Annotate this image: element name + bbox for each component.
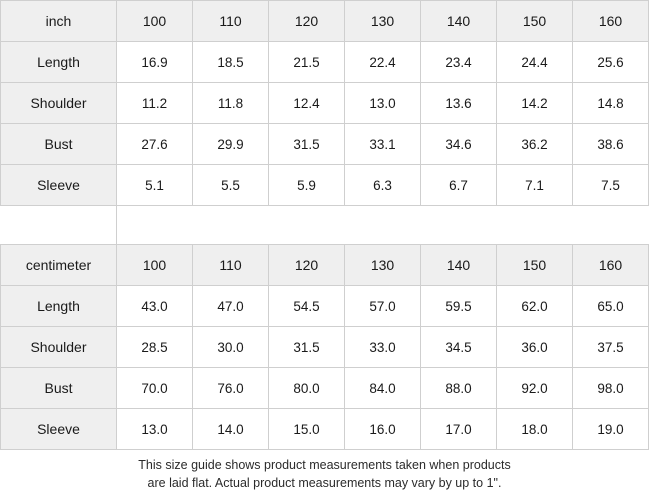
column-header: 130 [345, 1, 421, 42]
measurement-cell: 16.0 [345, 409, 421, 450]
measurement-cell: 13.0 [117, 409, 193, 450]
header-row-centimeter [1, 245, 649, 286]
table-row [1, 165, 649, 206]
column-header: 120 [269, 245, 345, 286]
row-label: Sleeve [1, 409, 117, 450]
measurement-cell: 16.9 [117, 42, 193, 83]
measurement-cell: 31.5 [269, 327, 345, 368]
table-row [1, 409, 649, 450]
measurement-cell: 23.4 [421, 42, 497, 83]
measurement-cell: 38.6 [573, 124, 649, 165]
measurement-cell: 84.0 [345, 368, 421, 409]
measurement-cell: 33.0 [345, 327, 421, 368]
measurement-cell: 92.0 [497, 368, 573, 409]
table-row [1, 368, 649, 409]
table-row [1, 83, 649, 124]
measurement-cell: 57.0 [345, 286, 421, 327]
measurement-cell: 28.5 [117, 327, 193, 368]
measurement-cell: 31.5 [269, 124, 345, 165]
column-header: 130 [345, 245, 421, 286]
column-header: 120 [269, 1, 345, 42]
row-label: Length [1, 286, 117, 327]
row-label: Shoulder [1, 327, 117, 368]
measurement-cell: 11.2 [117, 83, 193, 124]
measurement-cell: 15.0 [269, 409, 345, 450]
column-header: 110 [193, 1, 269, 42]
column-header: 150 [497, 245, 573, 286]
measurement-cell: 88.0 [421, 368, 497, 409]
measurement-cell: 7.1 [497, 165, 573, 206]
measurement-cell: 19.0 [573, 409, 649, 450]
unit-label-inch: inch [1, 1, 117, 42]
column-header: 160 [573, 1, 649, 42]
measurement-cell: 34.6 [421, 124, 497, 165]
measurement-cell: 47.0 [193, 286, 269, 327]
measurement-cell: 54.5 [269, 286, 345, 327]
measurement-cell: 76.0 [193, 368, 269, 409]
measurement-cell: 27.6 [117, 124, 193, 165]
measurement-cell: 17.0 [421, 409, 497, 450]
note-line-2: are laid flat. Actual product measurements may vary by up to 1". [147, 476, 502, 490]
measurement-cell: 98.0 [573, 368, 649, 409]
measurement-cell: 14.0 [193, 409, 269, 450]
column-header: 160 [573, 245, 649, 286]
measurement-cell: 14.2 [497, 83, 573, 124]
measurement-cell: 43.0 [117, 286, 193, 327]
table-row [1, 124, 649, 165]
column-header: 140 [421, 1, 497, 42]
column-header: 140 [421, 245, 497, 286]
measurement-cell: 5.5 [193, 165, 269, 206]
measurement-cell: 25.6 [573, 42, 649, 83]
measurement-cell: 5.1 [117, 165, 193, 206]
spacer-cell [117, 206, 649, 245]
measurement-cell: 18.5 [193, 42, 269, 83]
measurement-cell: 80.0 [269, 368, 345, 409]
measurement-cell: 29.9 [193, 124, 269, 165]
measurement-cell: 13.0 [345, 83, 421, 124]
table-spacer-row [1, 206, 649, 245]
column-header: 100 [117, 245, 193, 286]
measurement-cell: 11.8 [193, 83, 269, 124]
row-label: Sleeve [1, 165, 117, 206]
measurement-cell: 7.5 [573, 165, 649, 206]
size-guide-note [0, 450, 649, 498]
table-row [1, 327, 649, 368]
column-header: 150 [497, 1, 573, 42]
measurement-cell: 13.6 [421, 83, 497, 124]
measurement-cell: 12.4 [269, 83, 345, 124]
measurement-cell: 18.0 [497, 409, 573, 450]
measurement-cell: 24.4 [497, 42, 573, 83]
row-label: Bust [1, 124, 117, 165]
column-header: 100 [117, 1, 193, 42]
measurement-cell: 30.0 [193, 327, 269, 368]
measurement-cell: 62.0 [497, 286, 573, 327]
row-label: Length [1, 42, 117, 83]
measurement-cell: 5.9 [269, 165, 345, 206]
measurement-cell: 36.2 [497, 124, 573, 165]
measurement-cell: 14.8 [573, 83, 649, 124]
table-row [1, 286, 649, 327]
note-line-1: This size guide shows product measurements taken when products [138, 457, 511, 472]
measurement-cell: 22.4 [345, 42, 421, 83]
measurement-cell: 70.0 [117, 368, 193, 409]
measurement-cell: 65.0 [573, 286, 649, 327]
measurement-cell: 36.0 [497, 327, 573, 368]
unit-label-centimeter: centimeter [1, 245, 117, 286]
row-label: Shoulder [1, 83, 117, 124]
measurement-cell: 33.1 [345, 124, 421, 165]
measurement-cell: 59.5 [421, 286, 497, 327]
table-row [1, 42, 649, 83]
measurement-cell: 37.5 [573, 327, 649, 368]
measurement-cell: 6.3 [345, 165, 421, 206]
measurement-cell: 21.5 [269, 42, 345, 83]
column-header: 110 [193, 245, 269, 286]
header-row-inch [1, 1, 649, 42]
row-label: Bust [1, 368, 117, 409]
spacer-cell [1, 206, 117, 245]
measurement-cell: 6.7 [421, 165, 497, 206]
measurement-cell: 34.5 [421, 327, 497, 368]
